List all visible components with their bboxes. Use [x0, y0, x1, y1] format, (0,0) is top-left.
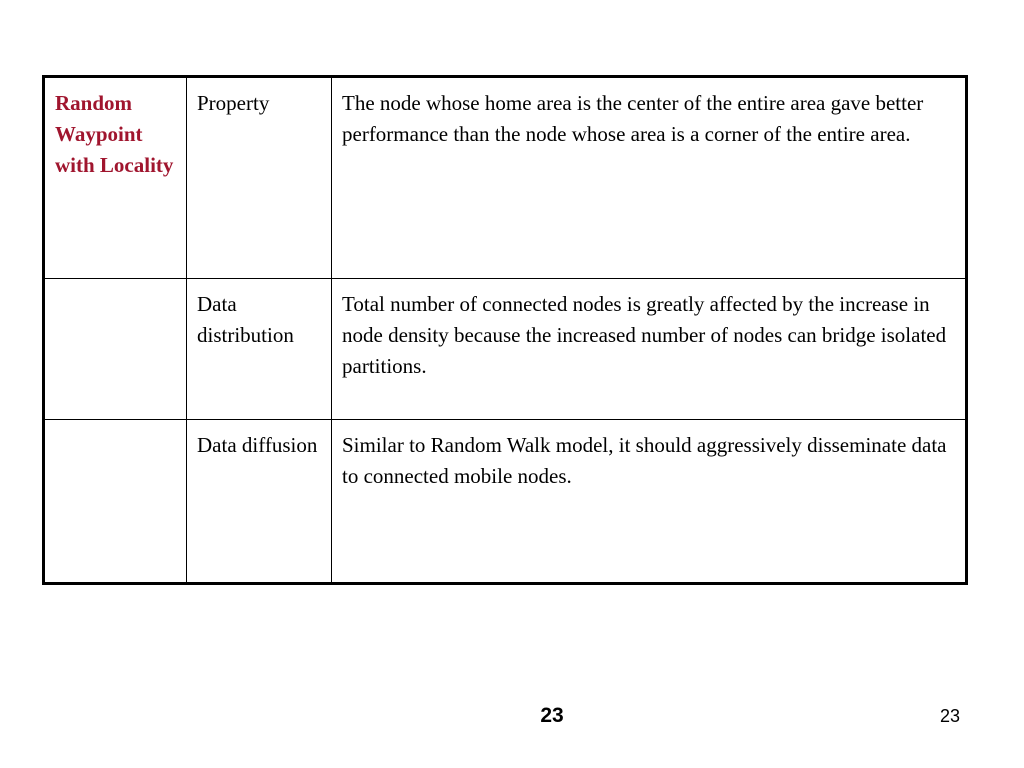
aspect-cell: Property [187, 77, 332, 279]
description-cell: Total number of connected nodes is greatly affected by the increase in node density because the increased number of nodes can bridge isolated partitions. [332, 279, 967, 420]
aspect-cell: Data diffusion [187, 420, 332, 584]
slide-number: 23 [939, 706, 961, 726]
table-row [44, 420, 967, 584]
page-number: 23 [540, 704, 564, 727]
mobility-model-table [42, 75, 968, 585]
table-row [44, 279, 967, 420]
model-name-cell: Random Waypoint with Locality [44, 77, 187, 279]
description-cell: Similar to Random Walk model, it should aggressively disseminate data to connected mobile nodes. [332, 420, 967, 584]
aspect-cell: Data distribution [187, 279, 332, 420]
description-cell: The node whose home area is the center of the entire area gave better performance than the node whose area is a corner of the entire area. [332, 77, 967, 279]
model-name-cell [44, 279, 187, 420]
table-row [44, 77, 967, 279]
model-name-cell [44, 420, 187, 584]
